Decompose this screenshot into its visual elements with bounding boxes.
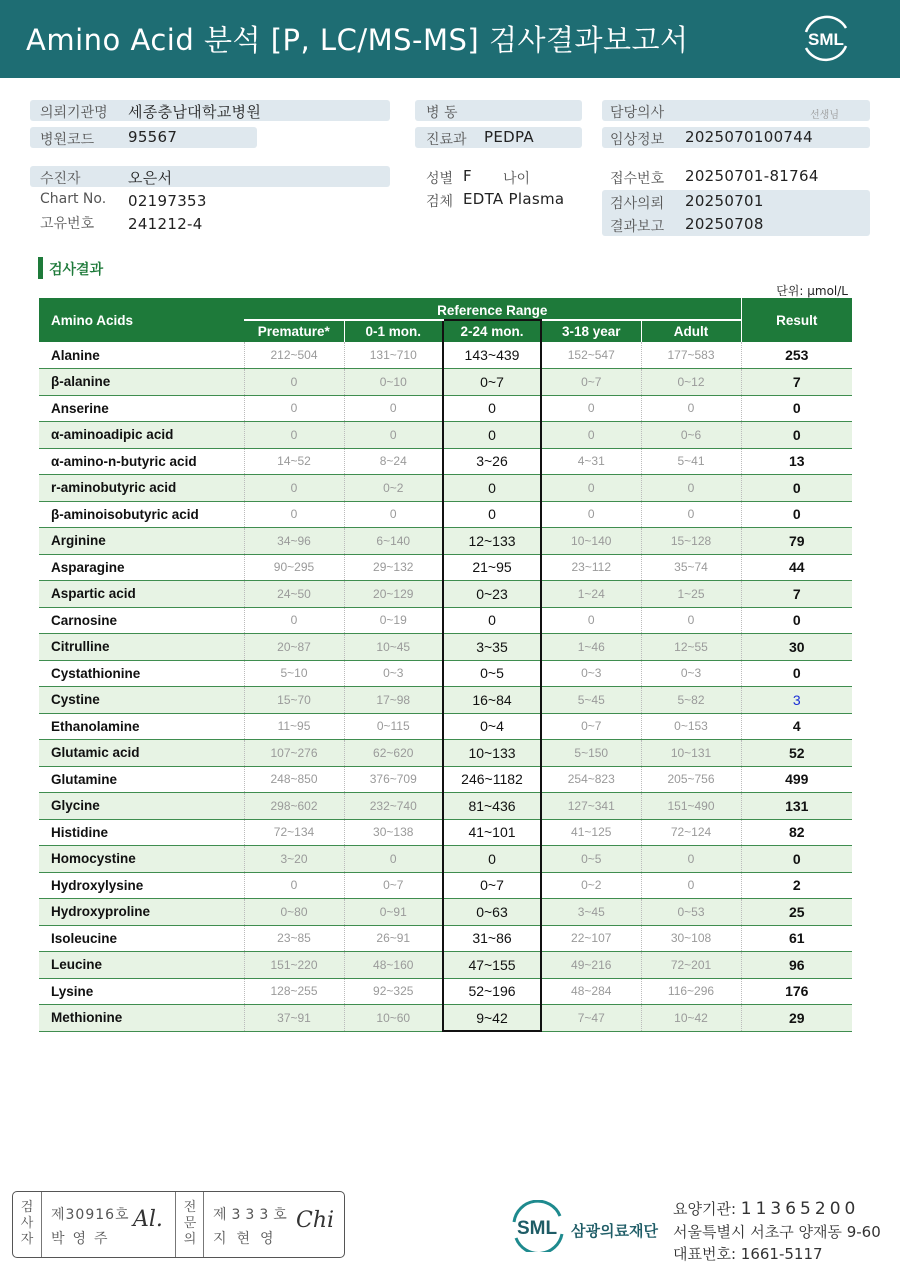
amino-acid-name: Leucine: [39, 952, 244, 979]
reference-range-cell: 0~5: [443, 660, 541, 687]
reference-range-cell: 37~91: [244, 1005, 344, 1032]
result-value: 4: [741, 713, 852, 740]
footer-phone: [673, 1243, 823, 1264]
reference-range-cell: 0: [244, 369, 344, 396]
request-label: 검사의뢰: [610, 196, 665, 212]
footer-code-value: 11365200: [740, 1199, 860, 1219]
table-row: [39, 607, 852, 634]
reference-range-cell: 246~1182: [443, 766, 541, 793]
reference-range-cell: 0~7: [541, 713, 641, 740]
header-range-0-1-mon: 0-1 mon.: [344, 320, 443, 342]
amino-acid-name: Glycine: [39, 793, 244, 820]
table-row: [39, 766, 852, 793]
reference-range-cell: 0: [244, 475, 344, 502]
reference-range-cell: 232~740: [344, 793, 443, 820]
reference-range-cell: 298~602: [244, 793, 344, 820]
reference-range-cell: 0~7: [344, 872, 443, 899]
reference-range-cell: 14~52: [244, 448, 344, 475]
reference-range-cell: 177~583: [641, 342, 741, 369]
reference-range-cell: 3~26: [443, 448, 541, 475]
reference-range-cell: 0~7: [443, 369, 541, 396]
reference-range-cell: 0~3: [641, 660, 741, 687]
result-value: 0: [741, 607, 852, 634]
reference-range-cell: 0~12: [641, 369, 741, 396]
result-value: 61: [741, 925, 852, 952]
table-row: [39, 740, 852, 767]
reference-range-cell: 152~547: [541, 342, 641, 369]
table-row: [39, 819, 852, 846]
tester-number: 제30916호: [51, 1207, 130, 1223]
result-value: 253: [741, 342, 852, 369]
reference-range-cell: 31~86: [443, 925, 541, 952]
reference-range-cell: 0: [443, 395, 541, 422]
reference-range-cell: 6~140: [344, 528, 443, 555]
reference-range-cell: 0: [443, 607, 541, 634]
reference-range-cell: 47~155: [443, 952, 541, 979]
table-row: [39, 501, 852, 528]
amino-acid-name: Isoleucine: [39, 925, 244, 952]
reference-range-cell: 116~296: [641, 978, 741, 1005]
amino-acid-name: Hydroxylysine: [39, 872, 244, 899]
info-bar-patient: [30, 166, 390, 187]
footer-phone-label: 대표번호:: [673, 1245, 737, 1263]
reference-range-cell: 376~709: [344, 766, 443, 793]
result-value: 29: [741, 1005, 852, 1032]
clinical-label: 임상정보: [610, 132, 665, 148]
reference-range-cell: 48~160: [344, 952, 443, 979]
reference-range-cell: 10~131: [641, 740, 741, 767]
patient-value: 오은서: [128, 169, 173, 187]
reference-range-cell: 0: [541, 475, 641, 502]
reference-range-cell: 1~46: [541, 634, 641, 661]
receipt-label: 접수번호: [610, 171, 665, 187]
table-row: [39, 581, 852, 608]
amino-acid-name: Anserine: [39, 395, 244, 422]
table-row: [39, 978, 852, 1005]
ward-label: 병 동: [426, 105, 458, 121]
reference-range-cell: 0: [244, 872, 344, 899]
reference-range-cell: 0: [244, 395, 344, 422]
amino-acid-name: Citrulline: [39, 634, 244, 661]
reference-range-cell: 3~45: [541, 899, 641, 926]
amino-acid-name: Arginine: [39, 528, 244, 555]
sml-logo-icon: [798, 12, 854, 64]
sign-divider: [41, 1192, 42, 1257]
reference-range-cell: 1~24: [541, 581, 641, 608]
reference-range-cell: 0: [541, 422, 641, 449]
reference-range-cell: 72~134: [244, 819, 344, 846]
result-value: 2: [741, 872, 852, 899]
reference-range-cell: 0: [344, 395, 443, 422]
result-value: 96: [741, 952, 852, 979]
reference-range-cell: 128~255: [244, 978, 344, 1005]
age-label: 나이: [503, 171, 531, 187]
header-range-3-18-year: 3-18 year: [541, 320, 641, 342]
amino-acid-name: Lysine: [39, 978, 244, 1005]
table-row: [39, 846, 852, 873]
reference-range-cell: 10~42: [641, 1005, 741, 1032]
header-amino-acids: Amino Acids: [39, 298, 244, 342]
reference-range-cell: 15~70: [244, 687, 344, 714]
tester-signature: Al.: [133, 1207, 163, 1232]
reference-range-cell: 1~25: [641, 581, 741, 608]
amino-acid-name: Hydroxyproline: [39, 899, 244, 926]
reference-range-cell: 0: [244, 422, 344, 449]
table-row: [39, 687, 852, 714]
signature-box: [12, 1191, 345, 1258]
footer-code-label: 요양기관:: [673, 1200, 737, 1218]
reference-range-cell: 5~45: [541, 687, 641, 714]
header-range-adult: Adult: [641, 320, 741, 342]
reference-range-cell: 5~41: [641, 448, 741, 475]
amino-acid-name: Histidine: [39, 819, 244, 846]
reference-range-cell: 0: [244, 607, 344, 634]
tester-label: 검사자: [20, 1200, 34, 1247]
result-value: 82: [741, 819, 852, 846]
table-row: [39, 422, 852, 449]
reference-range-cell: 3~20: [244, 846, 344, 873]
result-value: 7: [741, 369, 852, 396]
reference-range-cell: 0~3: [344, 660, 443, 687]
reference-range-cell: 10~140: [541, 528, 641, 555]
table-row: [39, 952, 852, 979]
amino-acid-name: β-aminoisobutyric acid: [39, 501, 244, 528]
reference-range-cell: 72~124: [641, 819, 741, 846]
reference-range-cell: 21~95: [443, 554, 541, 581]
table-row: [39, 395, 852, 422]
result-value: 131: [741, 793, 852, 820]
sign-divider: [175, 1192, 176, 1257]
footer-sml-logo-icon: [508, 1200, 568, 1252]
reference-range-cell: 0: [641, 872, 741, 899]
reference-range-cell: 0: [641, 501, 741, 528]
reference-range-cell: 0~7: [541, 369, 641, 396]
amino-acid-name: Carnosine: [39, 607, 244, 634]
footer-address: 서울특별시 서초구 양재동 9-60: [673, 1223, 881, 1241]
reference-range-cell: 212~504: [244, 342, 344, 369]
receipt-value: 20250701-81764: [685, 167, 819, 185]
amino-acid-name: Methionine: [39, 1005, 244, 1032]
section-title: 검사결과: [49, 262, 104, 278]
reference-range-cell: 0: [344, 846, 443, 873]
reference-range-cell: 90~295: [244, 554, 344, 581]
reference-range-cell: 8~24: [344, 448, 443, 475]
reference-range-cell: 10~133: [443, 740, 541, 767]
specimen-value: EDTA Plasma: [463, 190, 565, 208]
reference-range-cell: 35~74: [641, 554, 741, 581]
reference-range-cell: 0: [344, 422, 443, 449]
reference-range-cell: 4~31: [541, 448, 641, 475]
table-row: [39, 342, 852, 369]
result-value: 0: [741, 422, 852, 449]
institution-label: 의뢰기관명: [40, 105, 108, 121]
table-row: [39, 369, 852, 396]
reference-range-cell: 7~47: [541, 1005, 641, 1032]
reference-range-cell: 52~196: [443, 978, 541, 1005]
reference-range-cell: 41~101: [443, 819, 541, 846]
reference-range-cell: 0~19: [344, 607, 443, 634]
reference-range-cell: 0: [344, 501, 443, 528]
reference-range-cell: 49~216: [541, 952, 641, 979]
result-value: 30: [741, 634, 852, 661]
reference-range-cell: 0: [443, 422, 541, 449]
header-range-premature: Premature*: [244, 320, 344, 342]
reference-range-cell: 0: [443, 846, 541, 873]
reference-range-cell: 0~6: [641, 422, 741, 449]
reference-range-cell: 48~284: [541, 978, 641, 1005]
reference-range-cell: 23~85: [244, 925, 344, 952]
result-value: 0: [741, 395, 852, 422]
reference-range-cell: 22~107: [541, 925, 641, 952]
reference-range-cell: 0~53: [641, 899, 741, 926]
amino-acid-name: Ethanolamine: [39, 713, 244, 740]
table-row: [39, 793, 852, 820]
reference-range-cell: 0~10: [344, 369, 443, 396]
reference-range-cell: 0~23: [443, 581, 541, 608]
result-value: 0: [741, 475, 852, 502]
results-table: [39, 298, 852, 1032]
results-body: [39, 342, 852, 1031]
institution-value: 세종충남대학교병원: [128, 103, 262, 121]
reference-range-cell: 0: [641, 475, 741, 502]
reference-range-cell: 107~276: [244, 740, 344, 767]
reference-range-cell: 0: [641, 395, 741, 422]
reference-range-cell: 0: [443, 501, 541, 528]
amino-acid-name: Alanine: [39, 342, 244, 369]
chart-value: 02197353: [128, 192, 207, 210]
amino-acid-name: Glutamic acid: [39, 740, 244, 767]
reference-range-cell: 143~439: [443, 342, 541, 369]
sml-logo-text: SML: [808, 30, 844, 49]
amino-acid-name: r-aminobutyric acid: [39, 475, 244, 502]
report-value: 20250708: [685, 215, 764, 233]
reference-range-cell: 10~60: [344, 1005, 443, 1032]
reference-range-cell: 0: [641, 607, 741, 634]
reference-range-cell: 41~125: [541, 819, 641, 846]
header-reference-range: Reference Range: [244, 298, 741, 320]
table-row: [39, 872, 852, 899]
specialist-number: 제333호: [213, 1207, 292, 1223]
result-value: 7: [741, 581, 852, 608]
patient-label: 수진자: [40, 171, 81, 187]
result-value: 499: [741, 766, 852, 793]
reference-range-cell: 151~490: [641, 793, 741, 820]
result-value: 0: [741, 660, 852, 687]
reference-range-cell: 24~50: [244, 581, 344, 608]
footer-org-name: 삼광의료재단: [571, 1222, 658, 1240]
header-result: Result: [741, 298, 852, 342]
reference-range-cell: 72~201: [641, 952, 741, 979]
reference-range-cell: 0~5: [541, 846, 641, 873]
reference-range-cell: 9~42: [443, 1005, 541, 1032]
reference-range-cell: 16~84: [443, 687, 541, 714]
amino-acid-name: Homocystine: [39, 846, 244, 873]
reference-range-cell: 10~45: [344, 634, 443, 661]
reference-range-cell: 0: [244, 501, 344, 528]
hospital-code-label: 병원코드: [40, 132, 95, 148]
reference-range-cell: 20~87: [244, 634, 344, 661]
reference-range-cell: 29~132: [344, 554, 443, 581]
reference-range-cell: 0: [641, 846, 741, 873]
unique-label: 고유번호: [40, 216, 95, 232]
amino-acid-name: Cystine: [39, 687, 244, 714]
unit-label: 단위: μmol/L: [776, 284, 848, 298]
table-row: [39, 660, 852, 687]
chart-label: Chart No.: [40, 191, 107, 207]
clinical-value: 2025070100744: [685, 128, 813, 146]
amino-acid-name: α-aminoadipic acid: [39, 422, 244, 449]
reference-range-cell: 0: [541, 501, 641, 528]
result-value: 79: [741, 528, 852, 555]
report-header: [0, 0, 900, 78]
table-row: [39, 925, 852, 952]
reference-range-cell: 0~2: [541, 872, 641, 899]
reference-range-cell: 3~35: [443, 634, 541, 661]
reference-range-cell: 151~220: [244, 952, 344, 979]
amino-acid-name: Glutamine: [39, 766, 244, 793]
reference-range-cell: 23~112: [541, 554, 641, 581]
tester-name: 박영주: [51, 1231, 116, 1247]
reference-range-cell: 30~108: [641, 925, 741, 952]
reference-range-cell: 0~4: [443, 713, 541, 740]
reference-range-cell: 131~710: [344, 342, 443, 369]
report-label: 결과보고: [610, 219, 665, 235]
reference-range-cell: 92~325: [344, 978, 443, 1005]
footer-code: [673, 1198, 859, 1219]
report-title: Amino Acid 분석 [P, LC/MS-MS] 검사결과보고서: [26, 23, 689, 57]
amino-acid-name: α-amino-n-butyric acid: [39, 448, 244, 475]
table-row: [39, 475, 852, 502]
result-value: 176: [741, 978, 852, 1005]
reference-range-cell: 12~55: [641, 634, 741, 661]
request-value: 20250701: [685, 192, 764, 210]
reference-range-cell: 0: [443, 475, 541, 502]
unique-value: 241212-4: [128, 215, 203, 233]
footer-phone-value: 1661-5117: [740, 1245, 823, 1263]
table-row: [39, 554, 852, 581]
result-value: 0: [741, 846, 852, 873]
sex-value: F: [463, 167, 472, 185]
specimen-label: 검체: [426, 194, 454, 210]
header-range-2-24-mon: 2-24 mon.: [443, 320, 541, 342]
reference-range-cell: 5~10: [244, 660, 344, 687]
reference-range-cell: 0~115: [344, 713, 443, 740]
amino-acid-name: β-alanine: [39, 369, 244, 396]
reference-range-cell: 254~823: [541, 766, 641, 793]
dept-label: 진료과: [426, 132, 467, 148]
reference-range-cell: 11~95: [244, 713, 344, 740]
reference-range-cell: 5~82: [641, 687, 741, 714]
specialist-label: 전문의: [183, 1200, 197, 1247]
amino-acid-name: Asparagine: [39, 554, 244, 581]
reference-range-cell: 0: [541, 607, 641, 634]
result-value: 52: [741, 740, 852, 767]
reference-range-cell: 0~2: [344, 475, 443, 502]
reference-range-cell: 0: [541, 395, 641, 422]
amino-acid-name: Cystathionine: [39, 660, 244, 687]
reference-range-cell: 0~153: [641, 713, 741, 740]
reference-range-cell: 15~128: [641, 528, 741, 555]
specialist-name: 지현영: [213, 1231, 284, 1247]
doctor-value: 선생님: [810, 110, 839, 121]
reference-range-cell: 0~80: [244, 899, 344, 926]
reference-range-cell: 20~129: [344, 581, 443, 608]
hospital-code-value: 95567: [128, 128, 178, 146]
reference-range-cell: 17~98: [344, 687, 443, 714]
reference-range-cell: 34~96: [244, 528, 344, 555]
reference-range-cell: 62~620: [344, 740, 443, 767]
reference-range-cell: 12~133: [443, 528, 541, 555]
result-value: 13: [741, 448, 852, 475]
reference-range-cell: 0~91: [344, 899, 443, 926]
amino-acid-name: Aspartic acid: [39, 581, 244, 608]
reference-range-cell: 0~7: [443, 872, 541, 899]
table-row: [39, 528, 852, 555]
sex-label: 성별: [426, 171, 454, 187]
reference-range-cell: 5~150: [541, 740, 641, 767]
reference-range-cell: 127~341: [541, 793, 641, 820]
reference-range-cell: 30~138: [344, 819, 443, 846]
footer-logo-text: SML: [516, 1218, 558, 1239]
doctor-label: 담당의사: [610, 105, 665, 121]
reference-range-cell: 26~91: [344, 925, 443, 952]
specialist-signature: Chi: [296, 1208, 335, 1233]
table-row: [39, 1005, 852, 1032]
result-value: 44: [741, 554, 852, 581]
reference-range-cell: 248~850: [244, 766, 344, 793]
reference-range-cell: 81~436: [443, 793, 541, 820]
dept-value: PEDPA: [484, 128, 534, 146]
table-row: [39, 899, 852, 926]
result-value: 25: [741, 899, 852, 926]
section-marker: [38, 257, 43, 279]
reference-range-cell: 205~756: [641, 766, 741, 793]
table-row: [39, 713, 852, 740]
result-value: 3: [741, 687, 852, 714]
reference-range-cell: 0~63: [443, 899, 541, 926]
table-row: [39, 448, 852, 475]
reference-range-cell: 0~3: [541, 660, 641, 687]
table-row: [39, 634, 852, 661]
result-value: 0: [741, 501, 852, 528]
sign-divider: [203, 1192, 204, 1257]
